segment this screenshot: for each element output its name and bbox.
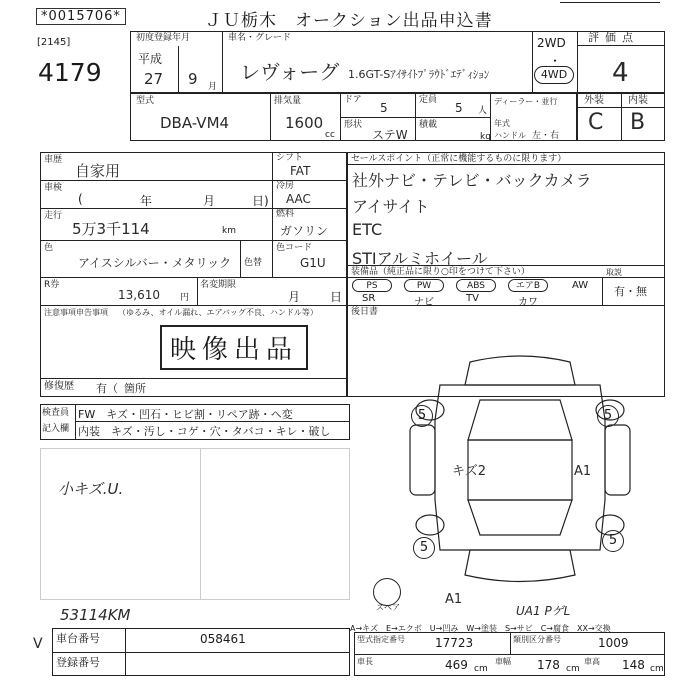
inspection-label: 車検 [44, 183, 63, 193]
diagram-note-rear: UA1 PゲL [516, 604, 571, 618]
mileage-unit: km [222, 226, 236, 236]
diagram-mark-side: A1 [574, 464, 592, 479]
interior-grade: B [630, 110, 646, 135]
name-label: 車名・グレード [228, 33, 292, 43]
registration-year: 27 [144, 70, 164, 88]
width-label: 車幅 [495, 657, 511, 666]
selling-item-3: ETC [352, 220, 383, 239]
equip-pw: PW [404, 279, 444, 292]
height-value: 148 [622, 658, 645, 672]
exterior-grade: C [588, 110, 604, 135]
equip-navi: ナビ [414, 297, 434, 308]
shape-label: 形状 [344, 120, 363, 130]
tax-label: R券 [44, 280, 60, 290]
form-title: ＪＵ栃木 オークション出品申込書 [205, 11, 493, 31]
tax-amount: 13,610 [118, 288, 160, 302]
damage-legend: A→キズ E→エクボ U→凹み W→塗装 S→サビ C→腐食 XX→交換 [350, 624, 611, 633]
width-value: 178 [537, 658, 560, 672]
chassis-label: 車台番号 [56, 632, 100, 645]
checklist-row-2: 内装 キズ・汚し・コゲ・穴・タバコ・キレ・破し [78, 425, 331, 438]
drive-4wd-circled: 4WD [534, 66, 574, 84]
lot-code: [2145] [37, 37, 71, 48]
tax-month: 月 [288, 290, 301, 304]
registration-era: 平成 [138, 52, 163, 66]
handwritten-mileage: 53114KM [60, 606, 131, 624]
equip-abs: ABS [456, 279, 496, 292]
repair-label: 修復歴 [44, 381, 74, 392]
car-diagram [400, 350, 640, 600]
capacity-label: 定員 [419, 95, 438, 105]
notes-sub: （ゆるみ、オイル漏れ、エアバッグ不良、ハンドル等） [118, 308, 318, 317]
capacity-unit: 人 [478, 106, 488, 116]
serial-number: *0015706* [36, 8, 126, 25]
checklist-row-1: FW キズ・凹石・ヒビ割・リペア跡・ヘ変 [78, 408, 293, 421]
drive-dot: ・ [549, 54, 562, 68]
handwritten-scratches: 小キズ.U. [58, 480, 124, 498]
video-stamp: 映像出品 [160, 325, 308, 370]
tax-unit: 円 [180, 293, 190, 303]
plate-label: 登録番号 [56, 656, 100, 669]
grade-score: 4 [612, 58, 629, 88]
handwritten-check: V [33, 636, 43, 652]
selling-item-1: 社外ナビ・テレビ・バックカメラ [352, 171, 592, 190]
repair-unit: 箇所 [124, 382, 146, 395]
top-rule [560, 2, 660, 3]
color-code-label: 色コード [276, 243, 313, 253]
selling-item-4: STIアルミホイール [352, 249, 488, 268]
class-number: 1009 [598, 636, 629, 650]
notes-label: 注意事項申告事項 [44, 308, 108, 317]
ac-value: AAC [286, 192, 311, 206]
height-label: 車高 [584, 657, 600, 666]
selling-item-2: アイサイト [352, 197, 430, 216]
grade-label: 評価点 [588, 31, 639, 44]
color-value: アイスシルバー・メタリック [78, 256, 232, 270]
mileage-value: 5万3千114 [72, 220, 150, 238]
shape-value: ステW [372, 128, 408, 142]
color-code-value: G1U [300, 256, 326, 270]
inspection-day: 日) [252, 194, 269, 208]
tire-fr-icon: 5 [597, 405, 619, 427]
displacement-value: 1600 [285, 114, 324, 132]
manual-label: 取説 [606, 268, 622, 277]
interior-label: 内装 [628, 95, 648, 106]
equip-airbag: エアB [508, 279, 548, 292]
handwriting-area [40, 448, 350, 600]
diagram-mark-front: A1 [445, 592, 463, 607]
category-value: 自家用 [75, 162, 121, 180]
lot-number: 4179 [38, 58, 102, 87]
fuel-value: ガソリン [280, 224, 329, 238]
equipment-label: 装備品（純正品に限り○印をつけて下さい） [351, 267, 530, 277]
tire-fl-icon: 5 [411, 405, 433, 427]
diagram-mark-roof: キズ2 [452, 464, 487, 479]
load-unit: kg [480, 132, 491, 142]
inspection-month: 月 [203, 194, 216, 208]
model-label: 型式 [136, 96, 155, 106]
length-label: 車長 [357, 657, 373, 666]
shift-value: FAT [290, 164, 311, 178]
mileage-label: 走行 [44, 211, 63, 221]
vehicle-name: レヴォーグ [240, 60, 340, 84]
registration-month-unit: 月 [208, 82, 218, 92]
tire-rl-icon: 5 [413, 537, 435, 559]
color-no-label: 色替 [244, 258, 263, 268]
equip-tv: TV [466, 293, 479, 304]
after-label: 後日書 [351, 307, 379, 317]
equip-ps: PS [352, 279, 392, 292]
registration-label: 初度登録年月 [136, 33, 191, 43]
spare-tire-icon [373, 578, 401, 606]
shift-label: シフト [276, 153, 304, 163]
form-number: 17723 [435, 636, 474, 650]
equip-aw: AW [572, 280, 589, 291]
selling-label: セールスポイント（正常に機能するものに限ります） [351, 154, 567, 164]
form-label: 型式指定番号 [357, 635, 405, 644]
category-label: 車歴 [44, 155, 63, 165]
repair-value: 有（ [96, 382, 118, 395]
inspection-open: ( [78, 192, 83, 206]
tax-period-label: 名変期限 [200, 280, 237, 290]
displacement-unit: cc [325, 130, 335, 140]
load-label: 積載 [419, 120, 438, 130]
fuel-label: 燃料 [276, 209, 295, 219]
drive-2wd: 2WD [537, 36, 566, 50]
registration-month: 9 [188, 70, 198, 88]
handle-options: 左・右 [532, 131, 560, 141]
equip-sr: SR [362, 293, 376, 304]
inspection-year: 年 [140, 194, 153, 208]
manual-value: 有・無 [614, 285, 647, 298]
doors-value: 5 [380, 101, 388, 115]
vehicle-grade: 1.6GT-Sｱｲｻｲﾄﾌﾟﾗｳﾄﾞｴﾃﾞｨｼｮﾝ [348, 68, 490, 81]
dealer-label: ディーラー・並行 [494, 97, 558, 106]
exterior-label: 外装 [584, 95, 604, 106]
checklist-label-1: 検査員 [42, 408, 70, 418]
displacement-label: 排気量 [274, 96, 302, 106]
length-value: 469 [445, 658, 468, 672]
length-unit: cm [474, 664, 488, 674]
chassis-number: 058461 [200, 632, 246, 646]
spare-label: スペア [376, 603, 400, 612]
class-label: 類別区分番号 [513, 635, 561, 644]
year-type-label: 年式 [494, 119, 510, 128]
tax-day: 日 [330, 290, 343, 304]
doors-label: ドア [344, 95, 362, 105]
handle-label: ハンドル [494, 131, 526, 140]
color-label: 色 [44, 243, 54, 253]
checklist-label-2: 記入欄 [42, 424, 70, 434]
height-unit: cm [650, 664, 664, 674]
tire-rr-icon: 5 [602, 530, 624, 552]
width-unit: cm [566, 664, 580, 674]
equip-leather: カワ [518, 297, 538, 308]
model-value: DBA-VM4 [160, 114, 230, 132]
ac-label: 冷房 [276, 181, 295, 191]
capacity-value: 5 [455, 101, 463, 115]
